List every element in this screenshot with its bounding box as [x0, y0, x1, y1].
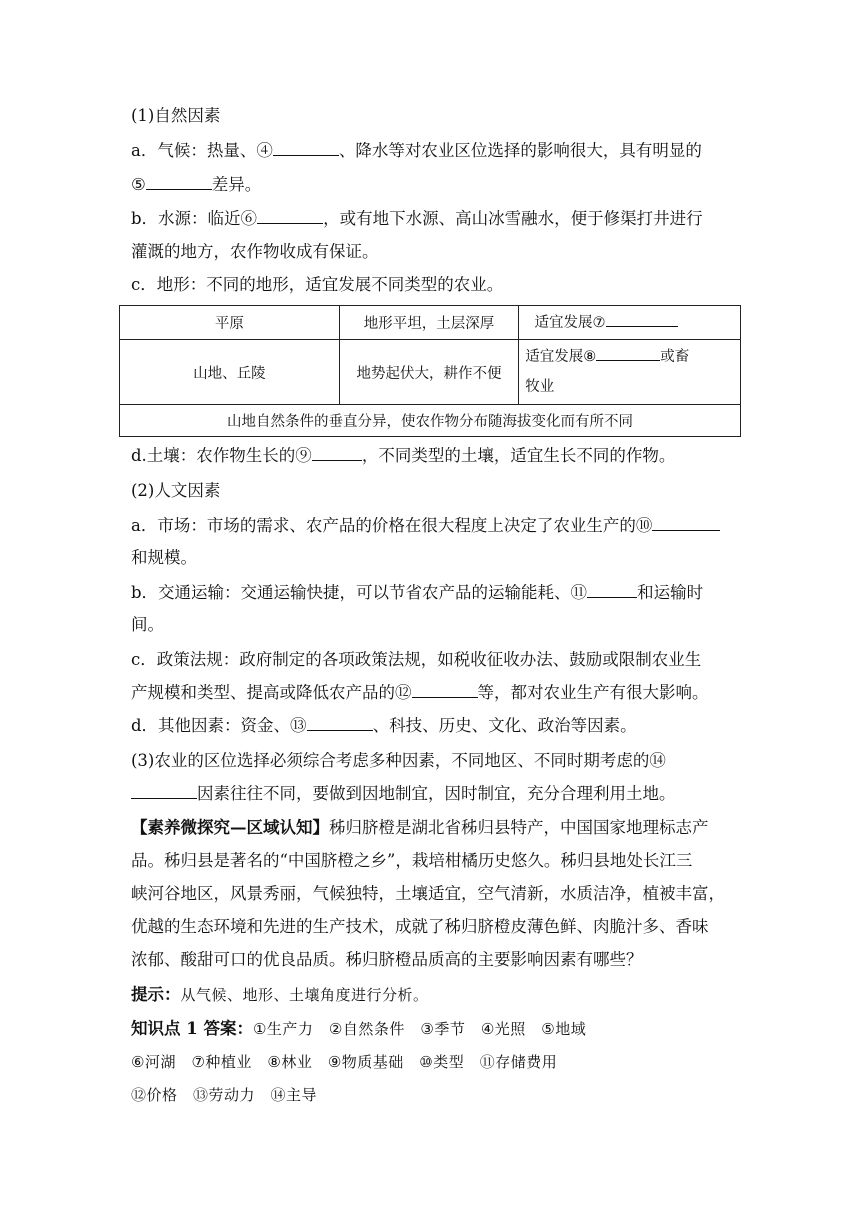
blank-7[interactable] [606, 312, 678, 327]
blank-9[interactable] [312, 446, 362, 461]
inquiry-line-4: 优越的生态环境和先进的生产技术，成就了秭归脐橙皮薄色鲜、肉脆汁多、香味 [131, 917, 709, 936]
inquiry-line-2: 品。秭归县是著名的“中国脐橙之乡”，栽培柑橘历史悠久。秭归县地处长江三 [131, 851, 693, 870]
comprehensive-line-2: 因素往往不同，要做到因地制宜，因时制宜，充分合理利用土地。 [131, 784, 741, 804]
soil-line: d.土壤：农作物生长的⑨ ，不同类型的土壤，适宜生长不同的作物。 [131, 446, 676, 465]
climate-line-2: ⑤ 差异。 [131, 175, 262, 194]
transport-line: b．交通运输：交通运输快捷，可以节省农产品的运输能耗、⑪ 和运输时 [131, 583, 704, 602]
blank-5[interactable] [146, 175, 212, 190]
transport-line-2: 间。 [131, 615, 164, 634]
blank-6[interactable] [257, 209, 323, 224]
comprehensive-line: (3)农业的区位选择必须综合考虑多种因素，不同地区、不同时期考虑的⑭ [131, 751, 666, 770]
blank-13[interactable] [307, 716, 373, 731]
blank-4[interactable] [273, 141, 339, 156]
table-row [120, 340, 741, 405]
table-cell: 山地自然条件的垂直分异，使农作物分布随海拔变化而有所不同 [120, 405, 741, 437]
market-line-2: 和规模。 [131, 548, 197, 567]
table-cell: 地势起伏大，耕作不便 [339, 340, 519, 405]
hint-label: 提示： [131, 985, 181, 1004]
table-cell: 地形平坦，土层深厚 [339, 306, 519, 340]
table-row [120, 405, 741, 437]
blank-11[interactable] [587, 583, 637, 598]
table-row [120, 306, 741, 340]
section-natural-factors-heading: (1)自然因素 [131, 106, 221, 125]
inquiry-line-3: 峡河谷地区，风景秀丽，气候独特，土壤适宜，空气清新，水质洁净，植被丰富， [131, 884, 725, 903]
policy-line: c．政策法规：政府制定的各项政策法规，如税收征收办法、鼓励或限制农业生 [131, 650, 702, 669]
blank-8[interactable] [596, 346, 660, 361]
table-cell: 平原 [120, 306, 340, 340]
inquiry-label: 【素养微探究—区域认知】 [131, 818, 329, 837]
market-line: a．市场：市场的需求、农产品的价格在很大程度上决定了农业生产的⑩ [131, 516, 741, 536]
answer-line-2: ⑥河湖 ⑦种植业 ⑧林业 ⑨物质基础 ⑩类型 ⑪存储费用 [131, 1053, 558, 1071]
water-line: b．水源：临近⑥ ，或有地下水源、高山冰雪融水，便于修渠打井进行 [131, 209, 703, 228]
inquiry-line: 【素养微探究—区域认知】秭归脐橙是湖北省秭归县特产，中国国家地理标志产 [131, 818, 709, 837]
table-cell: 适宜发展⑦ [519, 306, 741, 340]
table-cell: 山地、丘陵 [120, 340, 340, 405]
blank-12[interactable] [412, 683, 478, 698]
water-line-2: 灌溉的地方，农作物收成有保证。 [131, 242, 379, 261]
section-human-factors-heading: (2)人文因素 [131, 481, 221, 500]
terrain-table [119, 305, 741, 437]
blank-10[interactable] [652, 516, 720, 531]
hint-line: 提示：从气候、地形、土壤角度进行分析。 [131, 985, 429, 1004]
answer-label: 知识点 1 答案： [131, 1019, 253, 1038]
terrain-line: c．地形：不同的地形，适宜发展不同类型的农业。 [131, 275, 504, 294]
other-factors-line: d．其他因素：资金、⑬ 、科技、历史、文化、政治等因素。 [131, 716, 637, 735]
answer-line: 知识点 1 答案：①生产力 ②自然条件 ③季节 ④光照 ⑤地域 [131, 1019, 587, 1038]
inquiry-line-5: 浓郁、酸甜可口的优良品质。秭归脐橙品质高的主要影响因素有哪些？ [131, 950, 643, 969]
policy-line-2: 产规模和类型、提高或降低农产品的⑫ 等，都对农业生产有很大影响。 [131, 683, 709, 702]
table-cell: 适宜发展⑧ 或畜 牧业 [519, 340, 741, 405]
climate-line: a．气候：热量、④ 、降水等对农业区位选择的影响很大，具有明显的 [131, 141, 702, 160]
answer-line-3: ⑫价格 ⑬劳动力 ⑭主导 [131, 1086, 318, 1104]
blank-14[interactable] [131, 784, 197, 799]
